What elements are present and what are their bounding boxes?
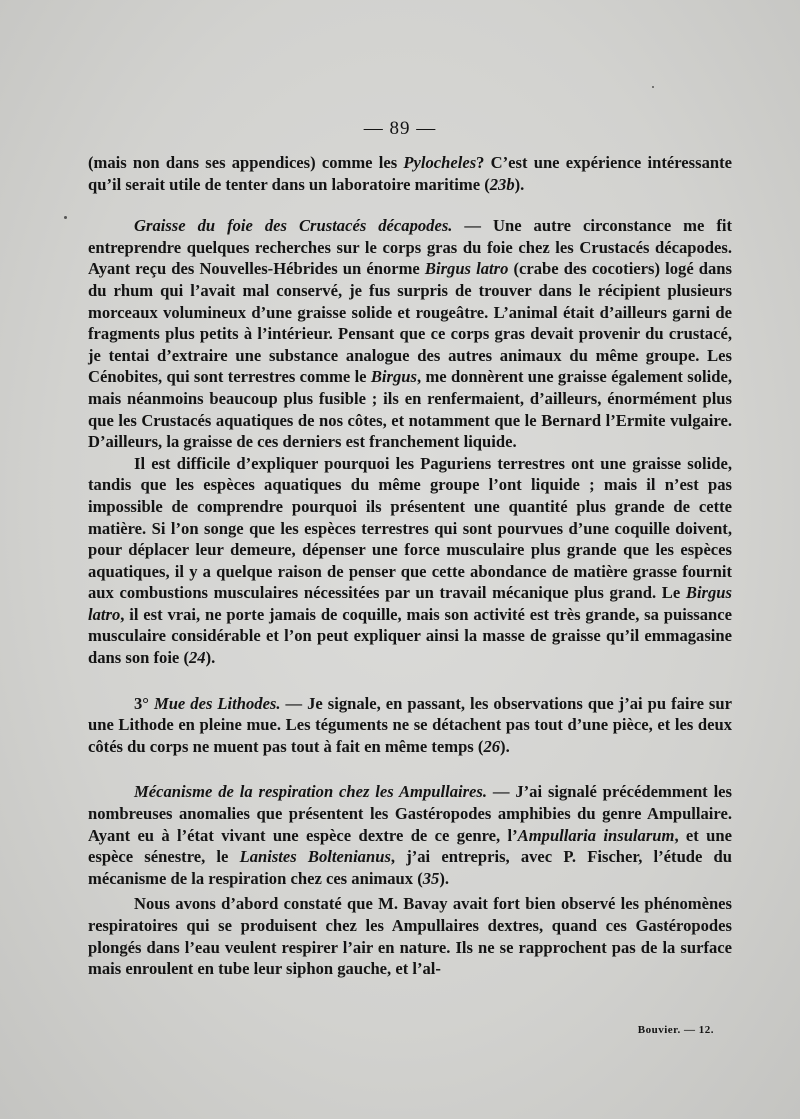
paragraph-respiration-ampullaires — [88, 781, 732, 889]
text-run: — Une autre circonstance me fit entreprendre quelques recherches sur le corps gras du foie chez les Crustacés décapodes. Ayant reçu des Nouvelles-Hébrides un énorme — [88, 216, 732, 279]
paragraph-paguriens — [88, 453, 732, 669]
page-number: — 89 — — [363, 118, 437, 139]
italic-run: Mue des Lithodes. — [153, 693, 281, 713]
text-run: ). — [514, 174, 525, 194]
paragraph-graisse-du-foie — [88, 215, 732, 453]
italic-run: 24 — [188, 648, 206, 668]
text-run: , me donnèrent une graisse également solide, mais néanmoins beaucoup plus fusible ; ils en renfermaient, d’ailleurs, énormément plus que les Crustacés aquatiques de nos côtes, et notamment que le Bernard l’Ermite vulgaire. D’ailleurs, la graisse de ces derniers est franchement liquide. — [88, 367, 732, 452]
text-run: ). — [500, 736, 510, 756]
text-run: ). — [205, 648, 216, 668]
signature-footer: Bouvier. — 12. — [637, 1024, 714, 1036]
ink-speck — [64, 216, 67, 219]
text-run: — J’ai signalé précédemment les nombreuses anomalies que présentent les Gastéropodes amphibies du genre Ampullaire. Ayant eu à l’état vivant une espèce dextre de ce genre, l’ — [88, 782, 732, 845]
italic-run: Ampullaria insularum — [517, 825, 675, 845]
italic-run: Lanistes Boltenianus — [239, 847, 391, 867]
italic-run: 35 — [422, 868, 440, 888]
text-run: , et une espèce sénestre, le — [88, 825, 732, 867]
text-run: (mais non dans ses appendices) comme les — [88, 153, 404, 172]
paragraph-mue-des-lithodes — [88, 693, 732, 758]
body-text — [88, 152, 732, 980]
text-run: , il est vrai, ne porte jamais de coquille, mais son activité est très grande, sa puissance musculaire considérable et l’on peut expliquer ainsi la masse de graisse qu’il emmagasine dans son foie ( — [88, 604, 732, 668]
text-run: (crabe des cocotiers) logé dans du rhum qui l’avait mal conservé, je fus surpris de trouver dans le récipient plusieurs morceaux volumineux d’une graisse solide et rougeâtre. L’animal était d’ailleurs garni de fragments plus petits à l’intérieur. Pensant que ce corps gras devait provenir du crustacé, je tentai d’extraire une substance analogue des autres animaux du même groupe. Les Cénobites, qui sont terrestres comme le — [88, 259, 732, 387]
italic-run: 26 — [483, 736, 501, 756]
text-run: ). — [439, 868, 450, 888]
italic-run: Mécanisme de la respiration chez les Ampullaires. — [134, 782, 488, 802]
ink-speck — [652, 86, 654, 88]
text-run: ? C’est une expérience intéressante qu’il serait utile de tenter dans un laboratoire maritime ( — [88, 153, 732, 194]
italic-run: Birgus latro — [88, 583, 732, 624]
paragraph-bavay — [88, 893, 732, 979]
italic-run: Pylocheles — [403, 153, 477, 172]
text-run: 3° — [134, 693, 154, 713]
text-run: , j’ai entrepris, avec P. Fischer, l’étude du mécanisme de la respiration chez ces animaux ( — [88, 847, 733, 888]
italic-run: 23b — [489, 174, 515, 194]
italic-run: Birgus latro — [424, 259, 509, 279]
text-run: Il est difficile d’expliquer pourquoi les Paguriens terrestres ont une graisse solide, tandis que les espèces aquatiques du même groupe l’ont liquide ; mais il n’est pas impossible de comprendre pourquoi ils présentent une quantité plus grande de cette matière. Si l’on songe que les espèces terrestres qui sont pourvues d’une coquille doivent, pour déplacer leur demeure, dépenser une force musculaire plus grande que les espèces aquatiques, il y a quelque raison de penser que cette abondance de matière grasse fournit aux combustions musculaires nécessitées par un travail mécanique plus grand. Le — [88, 453, 732, 603]
italic-run: Graisse du foie des Crustacés décapodes. — [134, 216, 453, 236]
text-run: — Je signale, en passant, les observations que j’ai pu faire sur une Lithode en pleine mue. Les téguments ne se détachent pas tout d’une pièce, et les deux côtés du corps ne muent pas tout à fait en même temps ( — [88, 693, 732, 756]
text-run: Nous avons d’abord constaté que M. Bavay avait fort bien observé les phénomènes respiratoires qui se produisent chez les Ampullaires dextres, quand ces Gastéropodes plongés dans l’eau veulent respirer l’air en nature. Ils ne se rapprochent pas de la surface mais enroulent en tube leur siphon gauche, et l’al- — [88, 894, 732, 979]
italic-run: Birgus — [370, 367, 417, 387]
paragraph-pylocheles — [88, 152, 732, 195]
